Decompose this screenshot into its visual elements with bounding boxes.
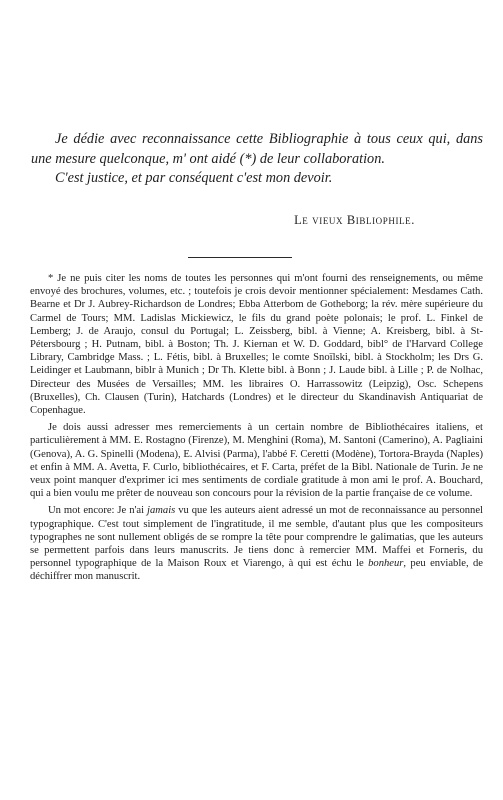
footnote-paragraph-typographers (30, 504, 483, 583)
footnote (30, 272, 483, 584)
dedication-closing-line: C'est justice, et par conséquent c'est mon devoir. (55, 170, 333, 186)
emphasis-text: bonheur (368, 558, 404, 570)
dedication-paragraph: Je dédie avec reconnaissance cette Bibliographie à tous ceux qui, dans une mesure quelconque, m' ont aidé (*) de leur collaboration. (31, 131, 483, 167)
footnote-text: vu que les auteurs aient adressé un mot de reconnaissance au personnel typographique. C'est tout simplement de l'ingratitude, il me semble, d'autant plus que les compositeurs typographes ne sont nullement obligés de se rompre la tête pour comprendre le galimatias, que les auteurs se permettent parfois dans leurs manuscrits. Je tiens donc à remercier MM. Maffei et Forneris, du personnel typographique de la Maison Roux et Viarengo, à qui est échu le (30, 505, 483, 570)
footnote-text: Un mot encore: Je n'ai (48, 505, 147, 517)
footnote-paragraph-acknowledgements: * Je ne puis citer les noms de toutes les personnes qui m'ont fourni des renseignements, ou même envoyé des brochures, volumes, etc. ; toutefois je crois devoir mentionner spécialement: Mesdames Cath. Bearne et Dr J. Aubrey-Richardson de Londres; Ebba Atterbom de Gotheborg; la rév. mère supérieure du Carmel de Tours; MM. Ladislas Mickiewicz, le fils du grand poète polonais; le prof. L. Finkel de Lemberg; J. de Araujo, consul du Portugal; L. Zeissberg, bibl. à Vienne; A. Kreisberg, bibl. à St-Pétersbourg ; H. Putnam, bibl. à Boston; Th. J. Kiernan et W. D. Goddard, bibl° de l'Harvard College Library, Cambridge Mass. ; L. Fétis, bibl. à Bruxelles; le comte Snoïlski, bibl. à Stockholm; les Drs G. Leidinger et Laubmann, biblr à Munich ; Dr Th. Klette bibl. à Bonn ; J. Laude bibl. à Lille ; P. de Nolhac, Directeur des Musées de Versailles; MM. les libraires O. Harrassowitz (Leipzig), Osc. Schepens (Bruxelles), Ch. Clausen (Turin), Hatchards (Londres) et le directeur du Skandinavish Antiquariat de Copenhague. (30, 273, 483, 417)
footnote-text: , peu enviable, de déchiffrer mon manuscrit. (30, 558, 483, 583)
footnote-paragraph-italian-librarians: Je dois aussi adresser mes remerciements à un certain nombre de Bibliothécaires italiens, et particulièrement à MM. E. Rostagno (Firenze), M. Menghini (Roma), M. Santoni (Camerino), A. Pagliaini (Genova), A. G. Spinelli (Modena), E. Alvisi (Parma), l'abbé F. Ceretti (Modène), Tortora-Brayda (Naples) et enfin à MM. A. Avetta, F. Curlo, bibliothécaires, et F. Carta, préfet de la Bibl. Nationale de Turin. Je ne veux point manquer d'exprimer ici mes sentiments de cordiale gratitude à mon ami le prof. A. Bouchard, qui a bien voulu me prêter de nouveau son concours pour la révision de la partie française de ce volume. (30, 422, 483, 500)
signature: Le vieux Bibliophile. (294, 213, 415, 227)
emphasis-text: jamais (147, 505, 176, 517)
separator-rule (188, 257, 292, 258)
dedication (31, 130, 483, 189)
